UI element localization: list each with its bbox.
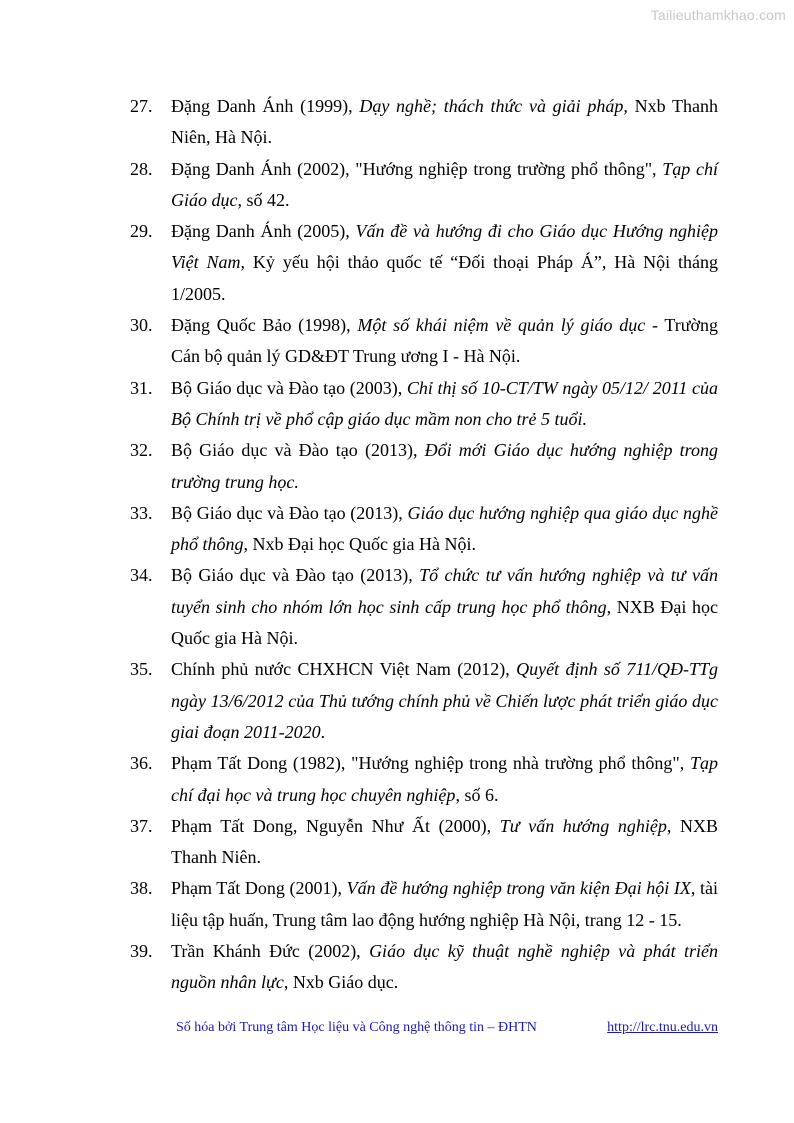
footer-credit: Số hóa bởi Trung tâm Học liệu và Công nghệ thông tin – ĐHTN [176, 1020, 537, 1035]
reference-publisher: Kỷ yếu hội thảo quốc tế “Đối thoại Pháp Á”, Hà Nội tháng 1/2005. [171, 252, 719, 304]
reference-title: Dạy nghề; thách thức và giải pháp, [359, 96, 628, 116]
reference-authors: Đặng Quốc Bảo (1998), [171, 315, 358, 336]
reference-item [130, 373, 718, 436]
reference-item [130, 560, 718, 654]
reference-title: Vấn đề hướng nghiệp trong văn kiện Đại hội IX [346, 878, 691, 899]
watermark-text: Tailieuthamkhao.com [650, 7, 786, 23]
reference-authors: Trần Khánh Đức (2002), [171, 941, 370, 962]
reference-title: Đổi mới Giáo dục hướng nghiệp trong trường trung học. [171, 440, 718, 492]
reference-publisher: , tài liệu tập huấn, Trung tâm lao động hướng nghiệp Hà Nội, trang 12 - 15. [171, 878, 718, 930]
reference-authors: Phạm Tất Dong, Nguyễn Như Ất (2000), [171, 815, 500, 836]
reference-title: Một số khái niệm về quản lý giáo dục [357, 315, 646, 336]
reference-publisher: , Nxb Đại học Quốc gia Hà Nội. [243, 534, 476, 555]
reference-authors: Phạm Tất Dong (1982), "Hướng nghiệp trong nhà trường phổ thông", [171, 753, 690, 774]
reference-item [130, 91, 718, 154]
reference-authors: Phạm Tất Dong (2001), [171, 878, 347, 899]
reference-title: Tổ chức tư vấn hướng nghiệp và tư vấn tuyển sinh cho nhóm lớn học sinh cấp trung học phổ thông [171, 565, 718, 617]
reference-item [130, 310, 718, 373]
reference-title: Tạp chí đại học và trung học chuyên nghiệp [171, 753, 718, 805]
reference-number: 37. [130, 815, 153, 836]
footer-link[interactable]: http://lrc.tnu.edu.vn [607, 1020, 718, 1035]
reference-number: 32. [130, 440, 153, 461]
reference-authors: Bộ Giáo dục và Đào tạo (2013), [171, 440, 425, 461]
reference-title: Quyết định số 711/QĐ-TTg ngày 13/6/2012 của Thủ tướng chính phủ về Chiến lược phát triển giáo dục giai đoạn 2011-2020 [171, 659, 718, 742]
reference-title: Giáo dục hướng nghiệp qua giáo dục nghề phổ thông [171, 502, 718, 555]
reference-item [130, 498, 718, 561]
reference-title: Vấn đề và hướng đi cho Giáo dục Hướng nghiệp Việt Nam, [171, 221, 718, 273]
reference-authors: Bộ Giáo dục và Đào tạo (2013), [171, 502, 408, 523]
reference-publisher: , NXB Đại học Quốc gia Hà Nội. [171, 596, 719, 649]
reference-item [130, 748, 718, 811]
reference-number: 34. [130, 565, 153, 586]
reference-authors: Đặng Danh Ánh (2005), [171, 221, 356, 242]
reference-publisher: - Trường Cán bộ quản lý GD&ĐT Trung ương I - Hà Nội. [171, 315, 718, 367]
reference-item [130, 435, 718, 498]
reference-item [130, 216, 718, 310]
reference-number: 30. [130, 315, 153, 336]
reference-number: 39. [130, 941, 153, 962]
reference-authors: Chính phủ nước CHXHCN Việt Nam (2012), [171, 659, 517, 680]
reference-list [130, 91, 718, 999]
reference-number: 29. [130, 221, 153, 242]
reference-number: 27. [130, 96, 153, 116]
reference-authors: Đặng Danh Ánh (1999), [171, 96, 360, 116]
reference-authors: Đặng Danh Ánh (2002), "Hướng nghiệp trong trường phổ thông", [171, 158, 663, 179]
reference-publisher: . [320, 721, 326, 742]
reference-item [130, 154, 718, 217]
reference-item [130, 873, 718, 936]
reference-number: 38. [130, 878, 153, 899]
reference-number: 33. [130, 502, 153, 523]
reference-item [130, 654, 718, 748]
reference-title: Tư vấn hướng nghiệp [499, 815, 667, 836]
reference-number: 28. [130, 158, 153, 179]
reference-item [130, 936, 718, 999]
reference-number: 36. [130, 753, 153, 774]
reference-publisher: số 42. [242, 189, 290, 210]
reference-publisher: , NXB Thanh Niên. [171, 815, 718, 868]
reference-authors: Bộ Giáo dục và Đào tạo (2003), [171, 377, 407, 398]
reference-publisher: , số 6. [455, 784, 499, 805]
reference-authors: Bộ Giáo dục và Đào tạo (2013), [171, 565, 420, 586]
reference-title: Tạp chí Giáo dục, [171, 158, 718, 210]
reference-item [130, 811, 718, 874]
reference-number: 31. [130, 377, 153, 398]
reference-publisher: , Nxb Giáo dục. [283, 972, 399, 993]
reference-publisher: Nxb Thanh Niên, Hà Nội. [171, 96, 718, 148]
reference-number: 35. [130, 659, 153, 680]
reference-title: Chỉ thị số 10-CT/TW ngày 05/12/ 2011 của Bộ Chính trị về phổ cập giáo dục mầm non cho trẻ 5 tuổi. [171, 377, 718, 429]
reference-title: Giáo dục kỹ thuật nghề nghiệp và phát triển nguồn nhân lực [171, 941, 718, 993]
